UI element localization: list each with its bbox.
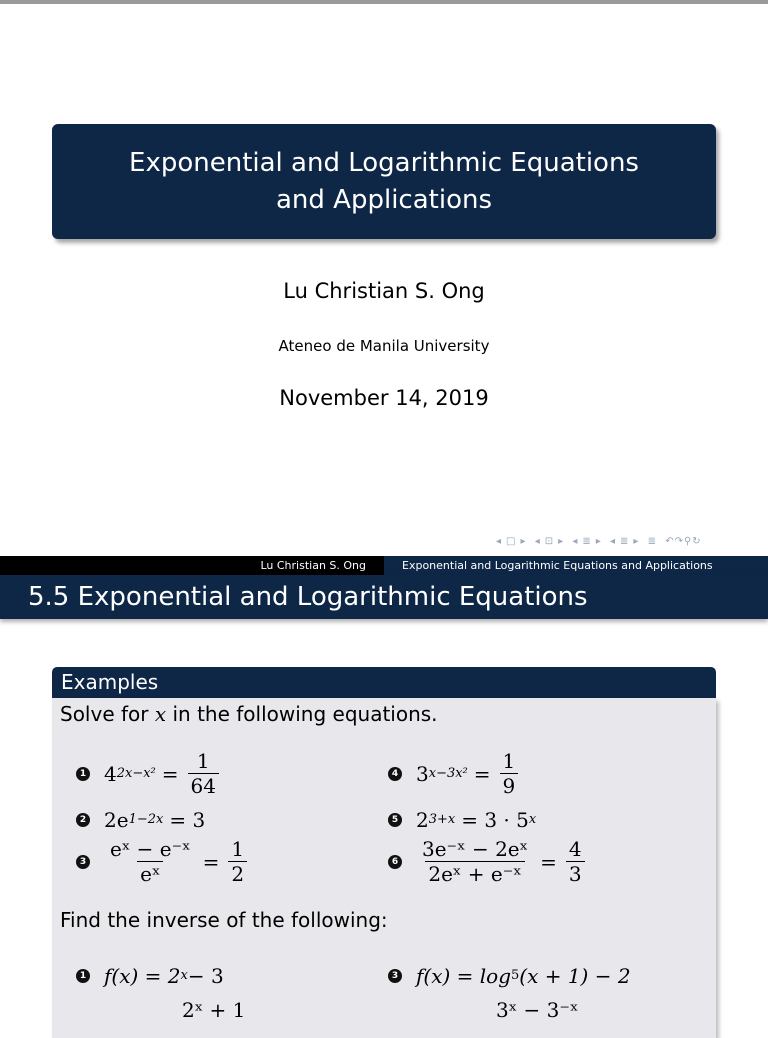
enumerate-bullet: 6 — [388, 855, 402, 869]
f1-rhs: − 3 — [187, 964, 224, 988]
eq1-exponent: 2x−x² — [116, 765, 156, 781]
nav-next-subsection-icon[interactable]: ▸ — [595, 536, 602, 547]
f4-numerator: 3ˣ − 3⁻ˣ — [496, 998, 579, 1022]
nav-frame-icon[interactable]: ⊡ — [544, 536, 555, 547]
f3-lhs: f(x) = log — [416, 964, 511, 988]
eq2-lhs: 2e — [104, 808, 129, 832]
enumerate-bullet: 2 — [76, 813, 90, 827]
nav-next-section-icon[interactable]: ▸ — [633, 536, 640, 547]
nav-prev-frame-icon[interactable]: ◂ — [534, 536, 541, 547]
f1-lhs: f(x) = 2 — [104, 964, 181, 988]
date: November 14, 2019 — [279, 386, 489, 410]
eq1-fraction: $\frac{1}{64}$ — [188, 750, 219, 797]
enumerate-bullet: 3 — [388, 969, 402, 983]
title-box — [52, 124, 716, 239]
equation-3: 3 $\frac{\text{eˣ − e⁻ˣ}}{\text{eˣ}}$ = $\frac{1}{2}$ — [76, 838, 250, 885]
nav-section-icon[interactable]: ≣ — [620, 536, 630, 547]
enumerate-bullet: 5 — [388, 813, 402, 827]
eq5-exponent: 3+x — [428, 812, 456, 827]
solve-instruction-post: in the following equations. — [166, 702, 438, 726]
solve-instruction — [60, 702, 438, 726]
beamer-navigation-bar[interactable] — [496, 536, 706, 547]
nav-prev-slide-icon[interactable]: ◂ — [496, 536, 503, 547]
enumerate-bullet: 4 — [388, 767, 402, 781]
nav-search-back-icon[interactable]: ↶↷⚲↻ — [665, 536, 702, 547]
eq5-rhs-exponent: x — [528, 812, 537, 827]
equation-1: 1 4 2x−x² = $\frac{1}{64}$ — [76, 750, 222, 797]
nav-subsection-icon[interactable]: ≣ — [582, 536, 592, 547]
equation-4: 4 3 x−3x² = $\frac{1}{9}$ — [388, 750, 521, 797]
headline-title: Exponential and Logarithmic Equations and Applications — [384, 556, 768, 575]
equation-2 — [76, 808, 205, 832]
inverse-function-2-partial — [182, 998, 245, 1022]
nav-next-frame-icon[interactable]: ▸ — [558, 536, 565, 547]
top-rule — [0, 0, 768, 4]
frame-title: 5.5 Exponential and Logarithmic Equations — [0, 575, 768, 619]
equation-5 — [388, 808, 536, 832]
inverse-function-1 — [76, 964, 224, 988]
headline-author: Lu Christian S. Ong — [260, 559, 366, 572]
eq2-exponent: 1−2x — [128, 812, 164, 827]
eq4-exponent: x−3x² — [428, 765, 468, 781]
solve-instruction-pre: Solve for — [60, 702, 155, 726]
enumerate-bullet: 1 — [76, 969, 90, 983]
eq6-right-fraction: $\frac{4}{3}$ — [566, 838, 585, 885]
nav-prev-subsection-icon[interactable]: ◂ — [572, 536, 579, 547]
eq1-base: 4 — [104, 761, 117, 786]
nav-document-icon[interactable]: ≣ — [647, 536, 658, 547]
examples-block-title: Examples — [52, 667, 716, 698]
nav-prev-section-icon[interactable]: ◂ — [609, 536, 617, 547]
inverse-function-4-partial — [496, 998, 578, 1022]
nav-next-slide-icon[interactable]: ▸ — [520, 536, 527, 547]
eq3-right-fraction: $\frac{1}{2}$ — [228, 838, 247, 885]
eq6-left-fraction: $\frac{\text{3e⁻ˣ − 2eˣ}}{\text{2eˣ + e⁻ˣ}}$ — [422, 837, 529, 886]
enumerate-bullet: 1 — [76, 767, 90, 781]
eq5-rhs: = 3 · 5 — [461, 808, 529, 832]
eq3-left-fraction: $\frac{\text{eˣ − e⁻ˣ}}{\text{eˣ}}$ — [110, 837, 191, 886]
inverse-function-3: 3 f(x) = log 5 (x + 1) − 2 — [388, 964, 631, 988]
solve-instruction-variable: x — [154, 702, 167, 726]
f1-exponent: x — [180, 968, 188, 983]
eq2-rhs: = 3 — [169, 808, 206, 832]
f2-numerator: 2ˣ + 1 — [182, 998, 246, 1022]
eq4-fraction: $\frac{1}{9}$ — [500, 750, 519, 797]
author: Lu Christian S. Ong — [283, 279, 485, 303]
eq4-base: 3 — [416, 761, 429, 786]
nav-slide-icon[interactable]: □ — [506, 536, 517, 547]
f3-rhs: (x + 1) − 2 — [519, 964, 631, 988]
title-line-2: and Applications — [276, 184, 492, 215]
eq5-base: 2 — [416, 808, 429, 832]
inverse-instruction: Find the inverse of the following: — [60, 908, 388, 932]
title-line-1: Exponential and Logarithmic Equations — [129, 147, 639, 178]
equation-6: 6 $\frac{\text{3e⁻ˣ − 2eˣ}}{\text{2eˣ + e⁻ˣ}}$ = $\frac{4}{3}$ — [388, 838, 588, 885]
headline-bar — [0, 556, 768, 575]
institute: Ateneo de Manila University — [278, 337, 490, 355]
enumerate-bullet: 3 — [76, 855, 90, 869]
